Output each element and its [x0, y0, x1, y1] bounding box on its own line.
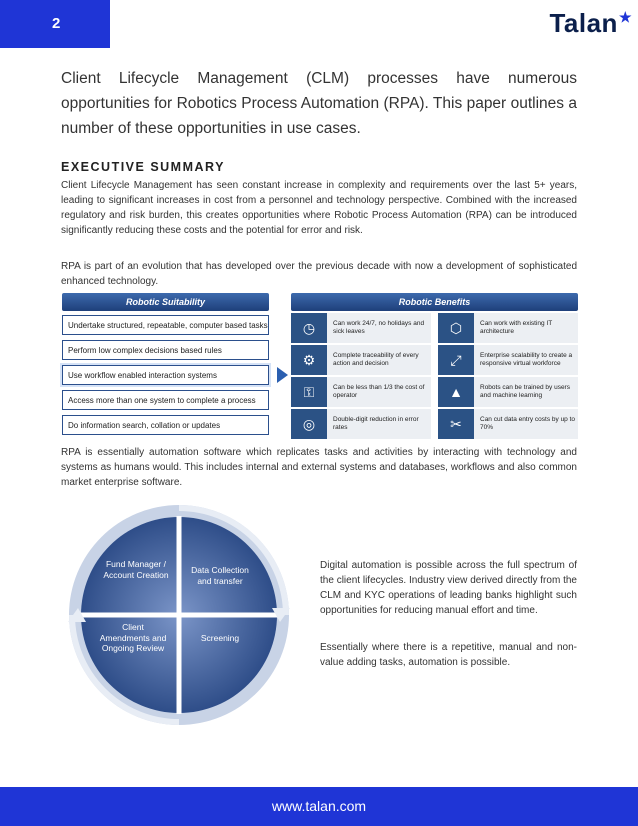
suitability-item: Access more than one system to complete a process: [62, 390, 269, 410]
benefit-tile: [438, 409, 578, 439]
benefit-text: Double-digit reduction in error rates: [333, 416, 419, 431]
suitability-item: Use workflow enabled interaction systems: [62, 365, 269, 385]
scissors-icon: ✂: [438, 409, 474, 439]
cycle-quadrant-client-amendments: Client Amendments and Ongoing Review: [99, 622, 167, 653]
benefit-tile: [438, 313, 578, 343]
magnifier-gear-icon: ⚙: [291, 345, 327, 375]
benefit-tile: [291, 345, 431, 375]
client-lifecycle-cycle-diagram: [68, 504, 290, 726]
rpa-paragraph: RPA is essentially automation software which replicates tasks and activities by interacting with technology and systems as humans would. This includes internal and external systems and databases, workflows and also common market enterprise software.: [61, 447, 577, 488]
executive-summary-para-2: RPA is part of an evolution that has developed over the previous decade with now a development of sophisticated enhanced technology.: [61, 261, 577, 287]
benefit-tile: [438, 377, 578, 407]
footer-url[interactable]: www.talan.com: [0, 787, 638, 826]
network-icon: ⬡: [438, 313, 474, 343]
clock-icon: ◷: [291, 313, 327, 343]
cycle-quadrant-screening: Screening: [200, 633, 240, 643]
benefit-tile: [291, 377, 431, 407]
suitability-item: Perform low complex decisions based rules: [62, 340, 269, 360]
benefit-tile: [291, 313, 431, 343]
benefit-tile: [291, 409, 431, 439]
digital-automation-paragraph: Digital automation is possible across the full spectrum of the client lifecycles. Industry view derived directly from the CLM and KYC operations of leading banks highlight such opportunities for reducing manual effort and time.: [320, 560, 577, 616]
cycle-quadrant-fund-manager: Fund Manager / Account Creation: [103, 559, 169, 580]
executive-summary-para-1: Client Lifecycle Management has seen constant increase in complexity and requirements over the last 5+ years, leading to significant increases in cost from a personnel and technology perspective. Combined with the increased regulatory and risk burden, this creates opportunities where Robotic Process Automation (RPA) can be introduced significantly reducing these costs and the potential for error and risk.: [61, 180, 577, 236]
intro-paragraph: Client Lifecycle Management (CLM) processes have numerous opportunities for Robotics Process Automation (RPA). This paper outlines a number of these opportunities in use cases.: [61, 70, 577, 137]
target-icon: ◎: [291, 409, 327, 439]
arrow-right-icon: [277, 367, 288, 383]
talan-logo: Talan★: [549, 8, 632, 38]
star-icon: ★: [618, 9, 632, 25]
page-number: 2: [0, 0, 110, 48]
graduation-cap-icon: ▲: [438, 377, 474, 407]
suitability-item: Undertake structured, repeatable, computer based tasks: [62, 315, 269, 335]
cycle-quadrant-data-collection: Data Collection and transfer: [191, 565, 249, 586]
robotic-benefits-header: Robotic Benefits: [291, 293, 578, 311]
benefit-text: Can be less than 1/3 the cost of operator: [333, 384, 425, 399]
robotic-suitability-header: Robotic Suitability: [62, 293, 269, 311]
benefit-text: Robots can be trained by users and machine learning: [480, 384, 570, 399]
benefit-text: Enterprise scalability to create a responsive virtual workforce: [480, 352, 573, 367]
key-icon: ⚿: [291, 377, 327, 407]
expand-icon: ⤢: [438, 345, 474, 375]
benefit-text: Can cut data entry costs by up to 70%: [480, 416, 576, 431]
executive-summary-heading: EXECUTIVE SUMMARY: [61, 160, 225, 174]
suitability-item: Do information search, collation or updates: [62, 415, 269, 435]
benefit-text: Can work 24/7, no holidays and sick leaves: [333, 320, 425, 335]
benefit-text: Can work with existing IT architecture: [480, 320, 553, 335]
repetitive-tasks-paragraph: Essentially where there is a repetitive, manual and non-value adding tasks, automation is possible.: [320, 642, 577, 668]
benefit-tile: [438, 345, 578, 375]
benefit-text: Complete traceability of every action and decision: [333, 352, 419, 367]
